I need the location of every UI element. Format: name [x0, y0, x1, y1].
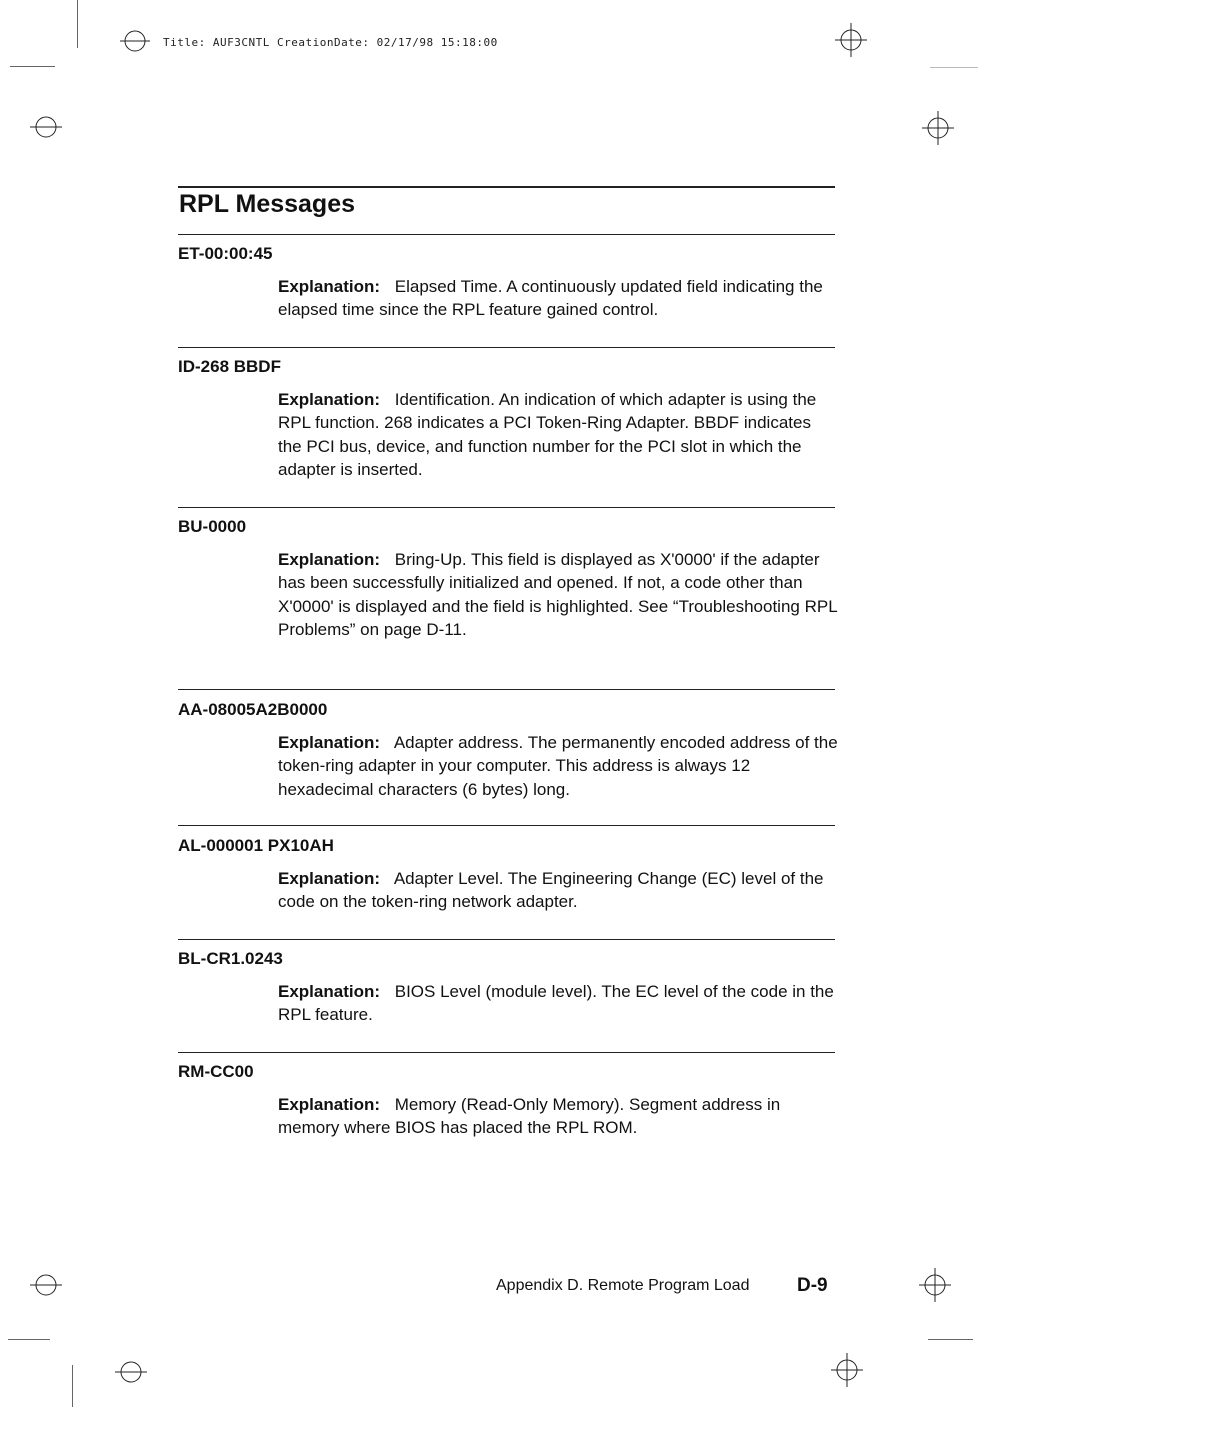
entry-rule [178, 234, 835, 235]
explanation-label: Explanation: [278, 869, 381, 888]
explanation-label: Explanation: [278, 982, 381, 1001]
explanation-text: BIOS Level (module level). The EC level of the code in the RPL feature. [278, 982, 834, 1025]
entry-rule [178, 939, 835, 940]
page-title: RPL Messages [179, 190, 356, 218]
message-id: BL-CR1.0243 [178, 949, 283, 968]
message-explanation [278, 388, 838, 482]
heading-rule [178, 186, 835, 188]
explanation-label: Explanation: [278, 733, 381, 752]
message-explanation [278, 731, 838, 801]
explanation-label: Explanation: [278, 390, 381, 409]
entry-rule [178, 507, 835, 508]
trim-mark [928, 1339, 973, 1340]
message-explanation [278, 548, 838, 642]
entry-rule [178, 1052, 835, 1053]
trim-mark [8, 1339, 50, 1340]
message-id: ID-268 BBDF [178, 357, 281, 376]
message-explanation [278, 275, 838, 322]
explanation-text: Bring-Up. This field is displayed as X'0000' if the adapter has been successfully initialized and opened. If not, a code other than X'0000' is displayed and the field is highlighted. See “Troubleshooting RPL Problems” on page D-11. [278, 550, 838, 640]
registration-mark-icon [113, 1359, 149, 1385]
creation-info: Title: AUF3CNTL CreationDate: 02/17/98 15:18:00 [163, 36, 498, 49]
explanation-text: Elapsed Time. A continuously updated field indicating the elapsed time since the RPL feature gained control. [278, 277, 823, 320]
registration-mark-icon [920, 108, 956, 148]
explanation-label: Explanation: [278, 1095, 381, 1114]
entry-rule [178, 689, 835, 690]
entry-rule [178, 825, 835, 826]
trim-mark [10, 66, 55, 67]
registration-mark-icon [829, 1350, 865, 1390]
message-id: AL-000001 PX10AH [178, 836, 334, 855]
message-id: AA-08005A2B0000 [178, 700, 328, 719]
trim-mark [930, 67, 978, 68]
page-number: D-9 [797, 1275, 828, 1296]
registration-mark-icon [833, 20, 869, 60]
explanation-text: Identification. An indication of which adapter is using the RPL function. 268 indicates a PCI Token-Ring Adapter. BBDF indicates the PCI bus, device, and function number for the PCI slot in which the adapter is inserted. [278, 390, 817, 480]
registration-mark-icon [917, 1265, 953, 1305]
entry-rule [178, 347, 835, 348]
message-explanation [278, 980, 838, 1027]
explanation-text: Adapter address. The permanently encoded address of the token-ring adapter in your computer. This address is always 12 hexadecimal characters (6 bytes) long. [278, 733, 838, 799]
trim-mark [72, 1365, 73, 1407]
message-id: BU-0000 [178, 517, 247, 536]
explanation-text: Memory (Read-Only Memory). Segment address in memory where BIOS has placed the RPL ROM. [278, 1095, 781, 1138]
explanation-label: Explanation: [278, 550, 381, 569]
message-explanation [278, 1093, 838, 1140]
explanation-label: Explanation: [278, 277, 381, 296]
registration-mark-icon [28, 114, 64, 140]
registration-mark-icon [28, 1272, 64, 1298]
footer-text: Appendix D. Remote Program Load [496, 1277, 750, 1294]
message-explanation [278, 867, 838, 914]
message-id: RM-CC00 [178, 1062, 254, 1081]
trim-mark [77, 0, 78, 48]
message-id: ET-00:00:45 [178, 244, 273, 263]
explanation-text: Adapter Level. The Engineering Change (EC) level of the code on the token-ring network adapter. [278, 869, 824, 912]
registration-mark-icon [118, 28, 152, 54]
